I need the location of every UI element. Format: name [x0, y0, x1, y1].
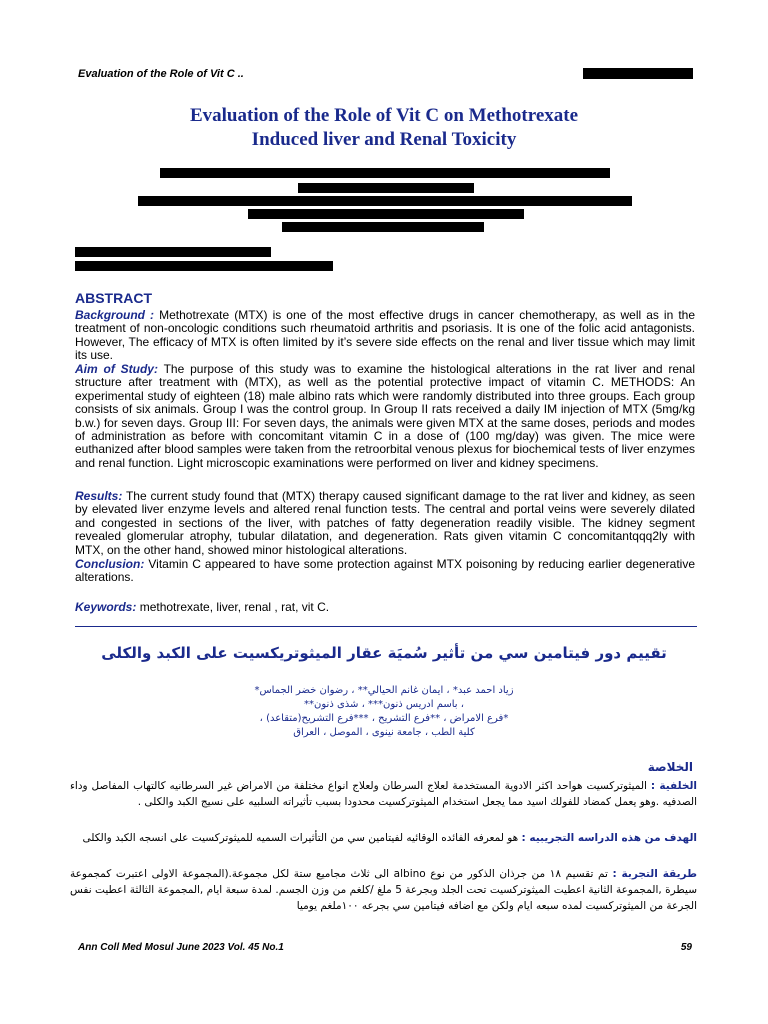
- journal-footer: Ann Coll Med Mosul June 2023 Vol. 45 No.1: [78, 942, 284, 953]
- background-paragraph: [75, 309, 695, 363]
- arabic-aim-paragraph: [70, 830, 697, 846]
- arabic-background-label: الخلفية :: [650, 780, 697, 792]
- arabic-title: تقييم دور فيتامين سي من تأثير سُميَة عقار الميثوتريكسيت على الكبد والكلى: [101, 644, 667, 662]
- aim-paragraph: [75, 363, 695, 470]
- keywords-paragraph: [75, 601, 695, 614]
- arabic-authors-line1: زياد احمد عبد* ، ايمان غانم الحيالي** ، رضوان خضر الجماس*: [254, 685, 514, 696]
- arabic-aim-text: هو لمعرفه الفائده الوقائيه لفيتامين سي من التأثيرات السميه للميثوتركسيت على انسجه الكبد والكلى: [82, 832, 522, 844]
- arabic-method-label: طريقة التجربة :: [612, 868, 697, 880]
- keywords-text: methotrexate, liver, renal , rat, vit C.: [136, 600, 330, 614]
- redacted-affiliation-line2: [248, 209, 524, 219]
- aim-text: The purpose of this study was to examine the histological alterations in the rat liver and renal structure after treatment with (MTX), as well as the potential protective impact of vitamin C. METHODS: An experimental study of eighteen (18) male albino rats which were randomly distributed into three groups. Each group consists of six animals. Group I was the control group. In Group II rats received a daily IM injection of MTX (5mg/kg b.w.) for seven days. Group III: For seven days, the animals were given MTX at the same doses, periods and modes of administration as before with concomitant vitamin C in a dose of (100 mg/day) was given. The mice were euthanized after blood samples were taken from the retroorbital venous plexus for biochemical tests of liver enzymes and renal function. Light microscopic examinations were performed on liver and kidney specimens.: [75, 362, 696, 470]
- redacted-correspondence-line2: [75, 261, 333, 271]
- arabic-method-text: تم تقسيم ١٨ من جرذان الذكور من نوع albino الى ثلاث مجاميع ستة لكل مجموعة.(المجموعة الاولى اعتبرت كمجموعة سيطرة ,المجموعة الثانية اعطيت الميثوتركسيت تحت الجلد وبجرعة 5 ملغ /كلغم من وزن الجسم. لمدة سبعة ايام ,المجموعة الثالثة اعطيت نفس الجرعة من الميثوتركسيت لمده سبعه ايام ولكن مع اضافه فيتامين سي بجرعه ١٠٠ملغم يوميا: [70, 868, 697, 912]
- arabic-authors-line2: ، باسم ادريس ذنون*** ، شذى ذنون**: [304, 699, 464, 710]
- results-text: The current study found that (MTX) therapy caused significant damage to the rat liver and kidney, as seen by elevated liver enzyme levels and altered renal function tests. The central and portal veins were severely dilated and congested in sections of the liver, with patches of fatty degeneration readily visible. The kidney segment revealed glomerular atrophy, tubular dilatation, and degeneration. Rats given vitamin C concomitantqqq2ly with MTX, on the other hand, showed minor histological alterations.: [75, 489, 695, 557]
- redacted-correspondence-line1: [75, 247, 271, 257]
- redacted-authors-line1: [160, 168, 610, 178]
- redacted-author-header: [583, 68, 693, 79]
- redacted-affiliation-line3: [282, 222, 484, 232]
- background-text: Methotrexate (MTX) is one of the most effective drugs in cancer chemotherapy, as well as in the treatment of non-oncologic conditions such rheumatoid arthritis and psoriasis. It is one of the folic acid antagonists. However, The efficacy of MTX is often limited by it’s severe side effects on the renal and liver tissue which may limit its use.: [75, 308, 696, 363]
- arabic-affiliation-line2: كلية الطب ، جامعة نينوى ، الموصل ، العراق: [293, 727, 475, 738]
- running-title: Evaluation of the Role of Vit C ..: [78, 68, 244, 80]
- abstract-heading: ABSTRACT: [75, 290, 152, 306]
- arabic-summary-heading: الخلاصة: [647, 760, 693, 774]
- arabic-aim-label: الهدف من هذه الدراسه التجريبيه :: [521, 832, 697, 844]
- arabic-background-paragraph: [70, 778, 697, 810]
- section-divider: [75, 626, 697, 627]
- conclusion-text: Vitamin C appeared to have some protection against MTX poisoning by reducing earlier degenerative alterations.: [75, 557, 695, 585]
- keywords-label: Keywords:: [75, 600, 137, 614]
- results-label: Results:: [75, 489, 123, 503]
- conclusion-label: Conclusion:: [75, 557, 145, 571]
- results-paragraph: [75, 490, 695, 557]
- aim-label: Aim of Study:: [75, 362, 158, 376]
- page-number: 59: [680, 942, 692, 953]
- redacted-authors-line2: [298, 183, 474, 193]
- background-label: Background :: [75, 308, 155, 322]
- arabic-method-paragraph: [70, 866, 697, 914]
- redacted-affiliation-line1: [138, 196, 632, 206]
- arabic-affiliation-line1: *فرع الامراض ، **فرع التشريح ، ***فرع التشريح(متقاعد) ،: [259, 713, 509, 724]
- conclusion-paragraph: [75, 558, 695, 585]
- paper-title-line1: Evaluation of the Role of Vit C on Methotrexate: [189, 105, 579, 126]
- arabic-background-text: الميثوتركسيت هواحد اكثر الادوية المستخدمة لعلاج السرطان ولعلاج انواع مختلفة من الامراض غير السرطانيه كالتهاب المفاصل وداء الصدفيه .وهو يعمل كمضاد للفولك اسيد مما يجعل استخدام الميثوتركسيت محدودا بسبب تأثيراته السلبيه على نسيج الكبد والكلى .: [70, 780, 697, 808]
- paper-title-line2: Induced liver and Renal Toxicity: [251, 129, 517, 150]
